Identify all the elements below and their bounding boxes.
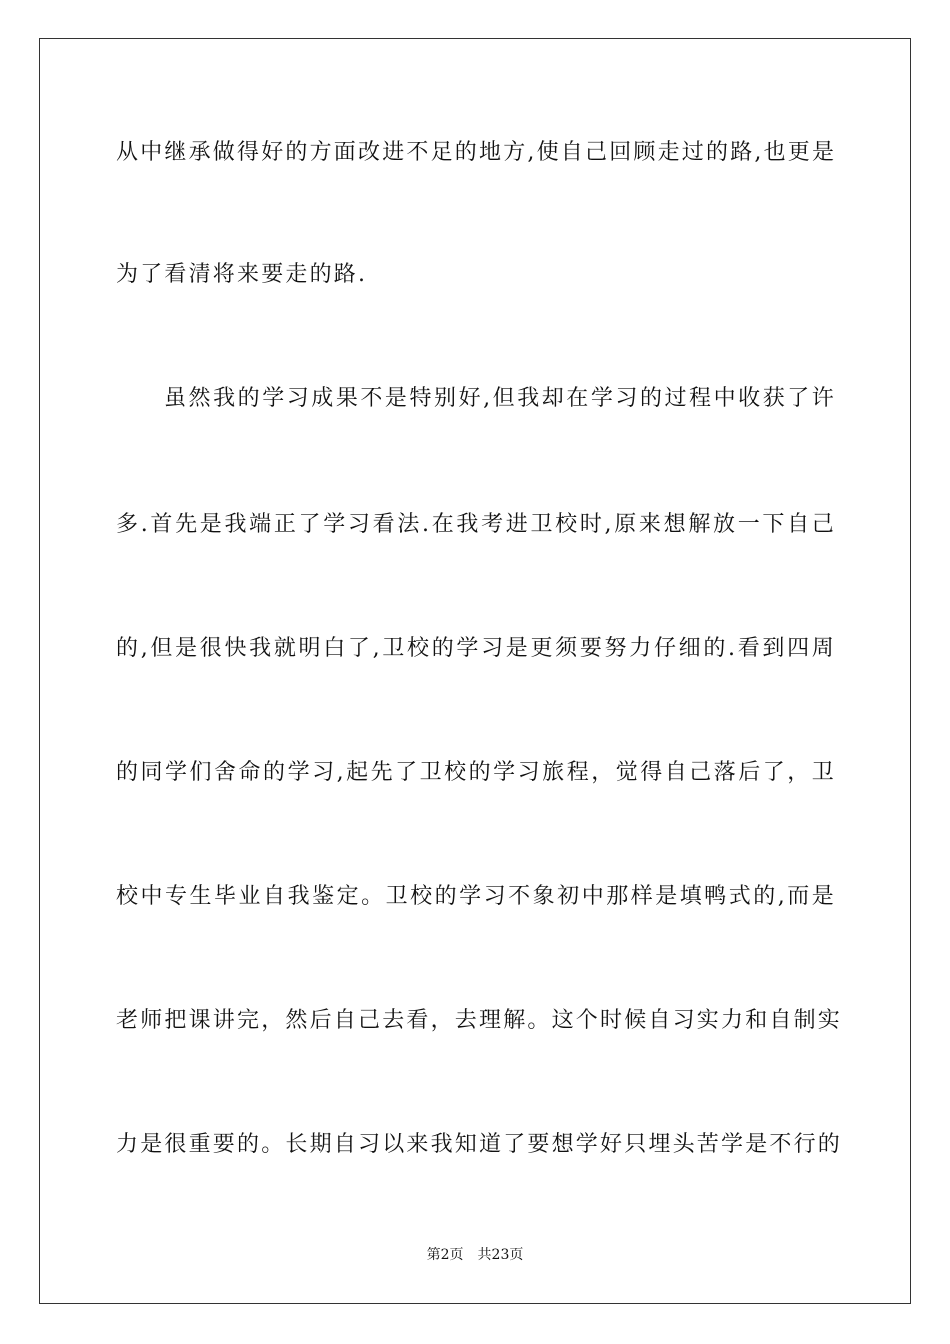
body-line-8: 老师把课讲完，然后自己去看，去理解。这个时候自习实力和自制实 [116, 1008, 843, 1033]
body-line-1: 从中继承做得好的方面改进不足的地方,使自己回顾走过的路,也更是 [116, 140, 837, 165]
total-pages: 共23页 [477, 1247, 524, 1263]
body-line-2: 为了看清将来要走的路. [116, 262, 368, 287]
body-line-4: 多.首先是我端正了学习看法.在我考进卫校时,原来想解放一下自己 [116, 512, 836, 537]
body-line-7: 校中专生毕业自我鉴定。卫校的学习不象初中那样是填鸭式的,而是 [116, 884, 836, 909]
page-frame [39, 38, 911, 1304]
body-line-3: 虽然我的学习成果不是特别好,但我却在学习的过程中收获了许 [164, 386, 836, 411]
body-line-5: 的,但是很快我就明白了,卫校的学习是更须要努力仔细的.看到四周 [116, 636, 836, 661]
page-footer [0, 1246, 950, 1264]
body-line-9: 力是很重要的。长期自习以来我知道了要想学好只埋头苦学是不行的 [116, 1132, 843, 1157]
body-line-6: 的同学们舍命的学习,起先了卫校的学习旅程，觉得自己落后了，卫 [116, 760, 836, 785]
page-number: 第2页 [426, 1247, 464, 1263]
